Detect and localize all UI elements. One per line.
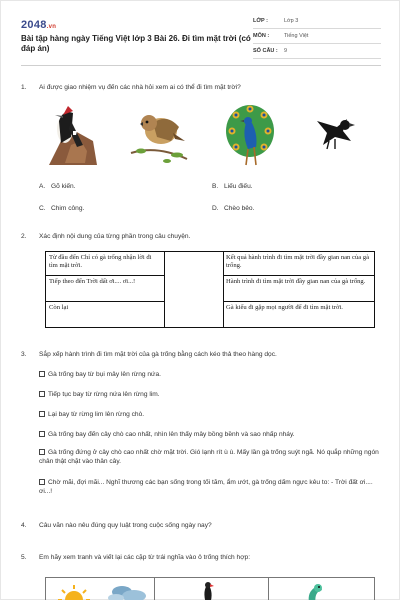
option-b[interactable] (212, 183, 253, 190)
question-text: Câu văn nào nêu đúng quy luật trong cuộc sống ngày nay? (39, 522, 212, 529)
checkbox-icon (39, 449, 45, 455)
drag-item[interactable] (39, 430, 383, 439)
meta-value: 9 (284, 48, 288, 54)
question-4 (21, 522, 212, 529)
meta-key: LỚP : (253, 18, 268, 24)
drag-item-text: Gà trống đứng ở cây chò cao nhất chờ mặt trời. Gió lạnh rít ù ù. Mấy lần gà trống suýt ngã. Nó quắp những ngón chân thật chặt vào thân cây. (39, 449, 379, 465)
logo-text: 2048 (21, 19, 47, 31)
question-number: 1. (21, 84, 27, 91)
meta-value: Lớp 3 (284, 18, 299, 24)
drag-item-text: Gà trống bay đến cây chò cao nhất, nhìn lên thấy mây bồng bềnh và sao nhấp nháy. (48, 431, 295, 438)
matching-table (45, 251, 375, 328)
option-c[interactable] (39, 205, 84, 212)
question-text: Sắp xếp hành trình đi tìm mặt trời của gà trống bằng cách kéo thả theo hàng dọc. (39, 351, 277, 358)
site-logo[interactable] (21, 19, 56, 31)
checkbox-icon (39, 391, 45, 397)
left-cell[interactable]: Còn lại (49, 304, 69, 311)
left-cell[interactable]: Tiếp theo đến Trời dất ơi.... ơi...! (46, 276, 164, 302)
question-number: 3. (21, 351, 27, 358)
checkbox-icon (39, 371, 45, 377)
drag-item-text: Tiếp tục bay từ rừng nứa lên rừng lim. (48, 391, 160, 398)
question-3 (21, 351, 277, 358)
bird-icon (196, 580, 220, 600)
drag-item[interactable] (39, 448, 383, 466)
left-column (46, 252, 164, 327)
column-divider (164, 252, 165, 327)
drag-item-text: Lại bay từ rừng lim lên rừng chò. (48, 411, 145, 418)
question-number: 5. (21, 554, 27, 561)
option-letter: A. (39, 183, 46, 190)
option-letter: D. (212, 205, 219, 212)
drag-item[interactable] (39, 390, 383, 399)
drag-item-text: Gà trống bay từ bụi mây lên rừng nứa. (48, 371, 161, 378)
option-letter: B. (212, 183, 219, 190)
peacock-image (220, 101, 276, 169)
meta-row-count (253, 44, 381, 59)
option-text: Chim công. (51, 205, 85, 212)
page-title: Bài tập hàng ngày Tiếng Việt lớp 3 Bài 26. Đi tìm mặt trời (có đáp án) (21, 34, 251, 53)
question-text: Xác định nội dung của từng phần trong câu chuyện. (39, 233, 191, 240)
meta-row-subject (253, 29, 381, 44)
drag-item-text: Chờ mãi, đợi mãi... Nghĩ thương các bạn sống trong tối tăm, ẩm ướt, gà trống dấm ngực kêu to: - Trời đất ơi.... ơi...! (39, 479, 373, 495)
right-cell[interactable]: Hành trình đi tìm mặt trời đầy gian nan của gà trống. (223, 276, 374, 302)
meta-key: MÔN : (253, 33, 270, 39)
grid-divider (268, 578, 269, 600)
drag-item[interactable] (39, 370, 383, 379)
meta-key: SỐ CÂU : (253, 48, 278, 54)
question-text: Ai được giao nhiệm vụ đến các nhà hỏi xem ai có thể đi tìm mặt trời? (39, 84, 241, 91)
divider (21, 65, 381, 66)
checkbox-icon (39, 431, 45, 437)
right-cell[interactable]: Gà kiếu đi gặp mọi người để đi tìm mặt trời. (226, 304, 343, 311)
sun-icon (54, 582, 94, 600)
question-text: Em hãy xem tranh và viết lại các cặp từ trái nghĩa vào ô trống thích hợp: (39, 554, 251, 561)
option-text: Liếu điếu. (224, 183, 253, 190)
option-a[interactable] (39, 183, 76, 190)
crow-image (307, 101, 359, 169)
question-5 (21, 554, 250, 561)
checkbox-icon (39, 411, 45, 417)
left-cell[interactable]: Từ đầu đến Chỉ có gà trống nhận lời đi tìm mặt trời. (46, 252, 164, 276)
question-1 (21, 84, 241, 91)
right-cell[interactable]: Kết quả hành trình đi tìm mặt trời đầy gian nan của gà trống. (223, 252, 374, 276)
checkbox-icon (39, 479, 45, 485)
meta-value: Tiếng Việt (284, 33, 309, 39)
meta-table (253, 14, 381, 59)
sparrow-image (127, 101, 191, 169)
option-d[interactable] (212, 205, 254, 212)
woodpecker-image (41, 101, 103, 169)
dragon-icon (302, 580, 328, 600)
question-number: 2. (21, 233, 27, 240)
meta-row-class (253, 14, 381, 29)
option-letter: C. (39, 205, 46, 212)
logo-suffix: .vn (46, 24, 57, 30)
option-text: Chèo bẻo. (224, 205, 255, 212)
option-text: Gõ kiến. (51, 183, 76, 190)
right-column (223, 252, 374, 327)
picture-grid (45, 577, 375, 600)
question-2 (21, 233, 190, 240)
drag-item[interactable] (39, 478, 383, 496)
drag-item[interactable] (39, 410, 383, 419)
grid-divider (154, 578, 155, 600)
question-number: 4. (21, 522, 27, 529)
clouds-icon (106, 582, 150, 600)
